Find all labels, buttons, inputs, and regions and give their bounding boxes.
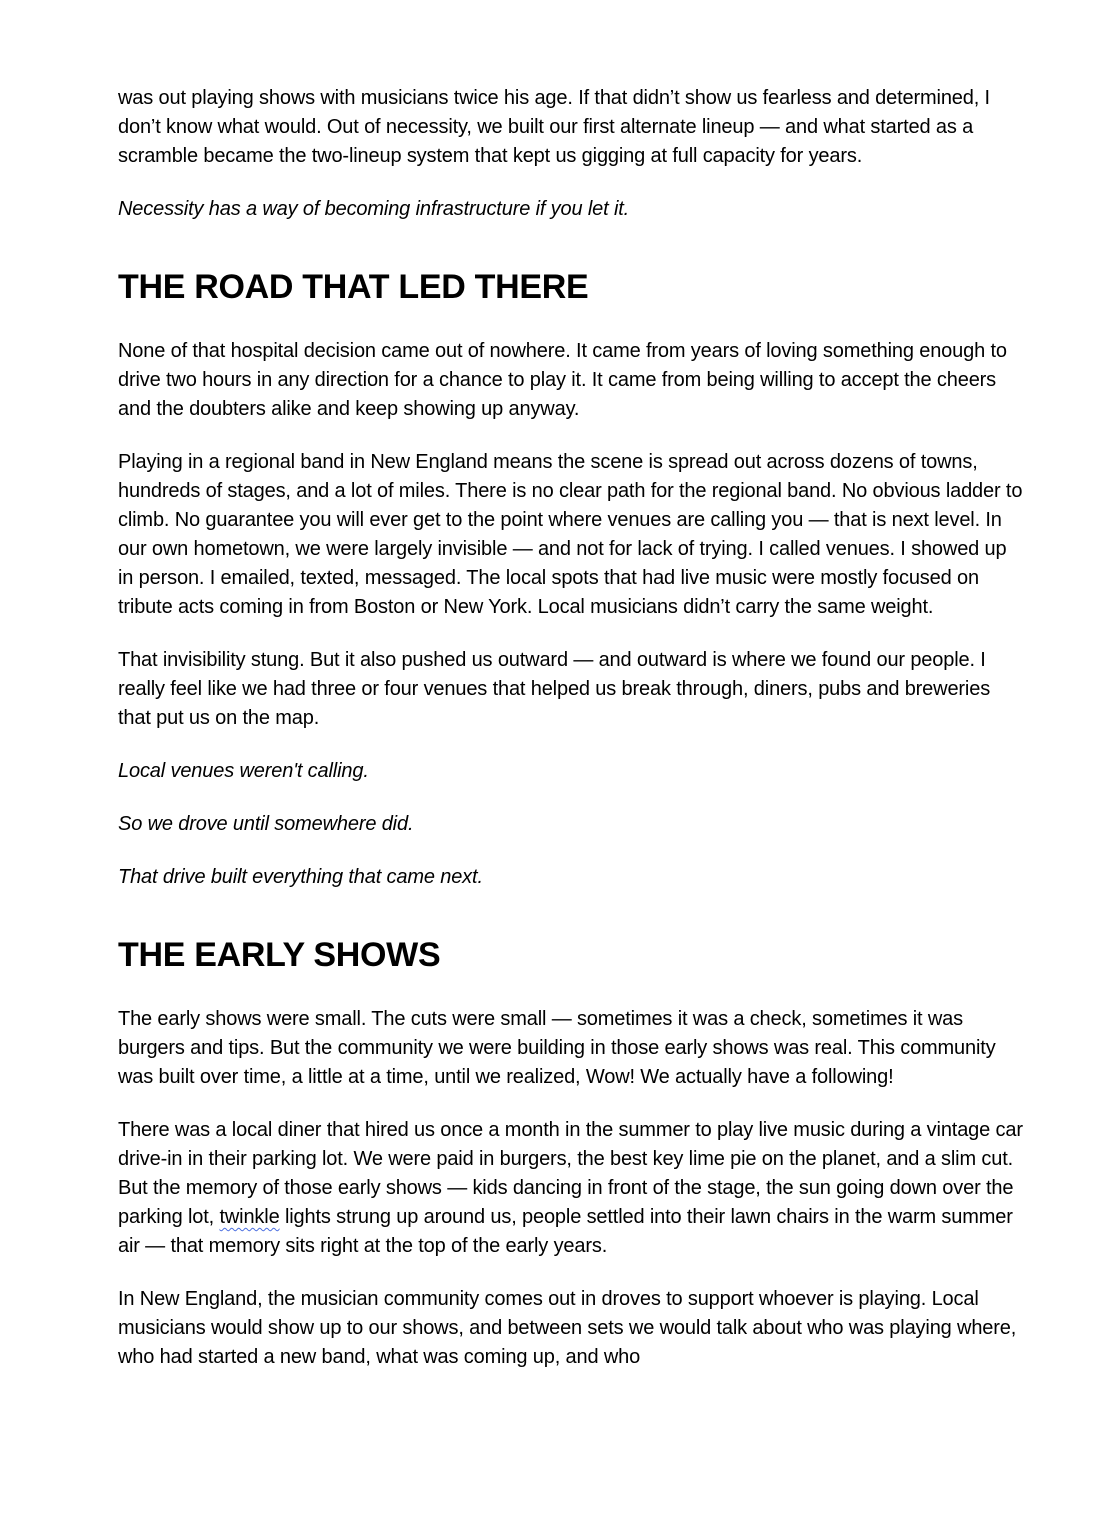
body-paragraph: Playing in a regional band in New England means the scene is spread out across dozens of towns, hundreds of stages, and a lot of miles. There is no clear path for the regional band. No obvious ladder to climb. No guarantee you will ever get to the point where venues are calling you — that is next level. In our own hometown, we were largely invisible — and not for lack of trying. I called venues. I showed up in person. I emailed, texted, messaged. The local spots that had live music were mostly focused on tribute acts coming in from Boston or New York. Local musicians didn’t carry the same weight.: [118, 451, 1023, 618]
body-paragraph-diner: [118, 1116, 1023, 1261]
body-paragraph: was out playing shows with musicians twice his age. If that didn’t show us fearless and determined, I don’t know what would. Out of necessity, we built our first alternate lineup — and what started as a scramble became the two-lineup system that kept us gigging at full capacity for years.: [118, 87, 990, 167]
italic-pull-line: Local venues weren't calling.: [118, 760, 369, 782]
paragraph-text: lights strung up around us, people settled into their lawn chairs in the warm summer air — that memory sits right at the top of the early years.: [118, 1206, 1013, 1257]
spellcheck-flagged-word[interactable]: twinkle: [219, 1206, 280, 1228]
section-heading-early-shows: THE EARLY SHOWS: [118, 936, 441, 974]
body-paragraph: The early shows were small. The cuts were small — sometimes it was a check, sometimes it was burgers and tips. But the community we were building in those early shows was real. This community was built over time, a little at a time, until we realized, Wow! We actually have a following!: [118, 1008, 996, 1088]
document-page: [118, 84, 1023, 1396]
body-paragraph: In New England, the musician community comes out in droves to support whoever is playing. Local musicians would show up to our shows, and between sets we would talk about who was playing where, who had started a new band, what was coming up, and who: [118, 1288, 1017, 1368]
italic-pull-line: So we drove until somewhere did.: [118, 813, 414, 835]
paragraph-text: There was a local diner that hired us once a month in the summer to play live music during a vintage car drive-in in their parking lot. We were paid in burgers, the best key lime pie on the planet, and a slim cut. But the memory of those early shows — kids dancing in front of the stage, the sun going down over the parking lot,: [118, 1119, 1023, 1228]
body-paragraph: None of that hospital decision came out of nowhere. It came from years of loving something enough to drive two hours in any direction for a chance to play it. It came from being willing to accept the cheers and the doubters alike and keep showing up anyway.: [118, 340, 1007, 420]
italic-pull-line: That drive built everything that came next.: [118, 866, 483, 888]
italic-pull-line: Necessity has a way of becoming infrastructure if you let it.: [118, 198, 630, 220]
section-heading-road: THE ROAD THAT LED THERE: [118, 268, 589, 306]
body-paragraph: That invisibility stung. But it also pushed us outward — and outward is where we found our people. I really feel like we had three or four venues that helped us break through, diners, pubs and breweries that put us on the map.: [118, 649, 991, 729]
